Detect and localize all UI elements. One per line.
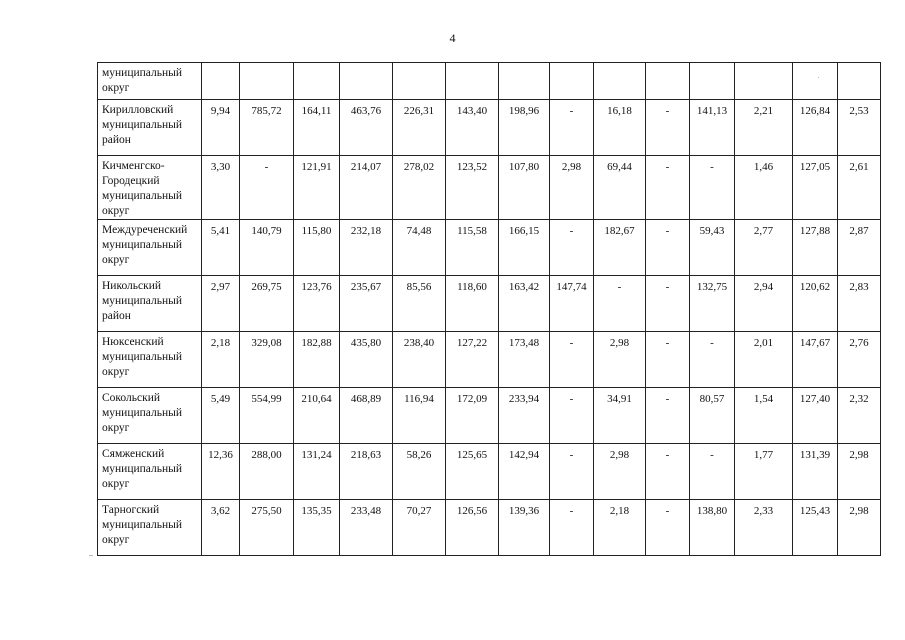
value-cell: 235,67 [340, 276, 393, 332]
value-cell: 70,27 [393, 500, 446, 556]
table-row [98, 220, 881, 276]
value-cell: 139,36 [499, 500, 550, 556]
value-cell: 140,79 [240, 220, 294, 276]
value-cell: 468,89 [340, 388, 393, 444]
value-cell: 131,24 [294, 444, 340, 500]
value-cell: 116,94 [393, 388, 446, 444]
value-cell: 218,63 [340, 444, 393, 500]
table-row [98, 388, 881, 444]
value-cell: 210,64 [294, 388, 340, 444]
value-cell: 164,11 [294, 100, 340, 156]
value-cell: 166,15 [499, 220, 550, 276]
data-table [97, 62, 881, 556]
value-cell: 58,26 [393, 444, 446, 500]
value-cell: - [646, 444, 690, 500]
value-cell: 2,33 [735, 500, 793, 556]
value-cell: 141,13 [690, 100, 735, 156]
value-cell: 120,62 [793, 276, 838, 332]
value-cell: 2,18 [594, 500, 646, 556]
value-cell: 226,31 [393, 100, 446, 156]
value-cell: 275,50 [240, 500, 294, 556]
value-cell: 2,87 [838, 220, 881, 276]
value-cell: 2,32 [838, 388, 881, 444]
value-cell: 69,44 [594, 156, 646, 220]
value-cell: 2,83 [838, 276, 881, 332]
value-cell: 163,42 [499, 276, 550, 332]
value-cell [240, 63, 294, 100]
value-cell: 127,22 [446, 332, 499, 388]
value-cell: 80,57 [690, 388, 735, 444]
scan-mark [818, 77, 819, 78]
table-row [98, 156, 881, 220]
value-cell: 118,60 [446, 276, 499, 332]
value-cell: 2,98 [594, 332, 646, 388]
value-cell: 138,80 [690, 500, 735, 556]
value-cell: - [646, 220, 690, 276]
value-cell [838, 63, 881, 100]
value-cell [393, 63, 446, 100]
value-cell: 232,18 [340, 220, 393, 276]
value-cell: - [646, 388, 690, 444]
value-cell: 173,48 [499, 332, 550, 388]
value-cell: 2,21 [735, 100, 793, 156]
value-cell: 147,67 [793, 332, 838, 388]
value-cell: 172,09 [446, 388, 499, 444]
value-cell: 115,58 [446, 220, 499, 276]
value-cell [550, 63, 594, 100]
value-cell: 126,84 [793, 100, 838, 156]
value-cell: 1,77 [735, 444, 793, 500]
value-cell: 182,67 [594, 220, 646, 276]
value-cell: 132,75 [690, 276, 735, 332]
value-cell: 329,08 [240, 332, 294, 388]
value-cell: 785,72 [240, 100, 294, 156]
value-cell [735, 63, 793, 100]
value-cell: 2,98 [838, 500, 881, 556]
value-cell: 1,46 [735, 156, 793, 220]
value-cell: 85,56 [393, 276, 446, 332]
value-cell: 16,18 [594, 100, 646, 156]
value-cell: 2,61 [838, 156, 881, 220]
value-cell: 5,41 [202, 220, 240, 276]
table-row [98, 500, 881, 556]
value-cell: 198,96 [499, 100, 550, 156]
value-cell: 288,00 [240, 444, 294, 500]
value-cell: 2,98 [550, 156, 594, 220]
value-cell: - [690, 156, 735, 220]
municipality-name-cell: Никольский муниципальный район [98, 276, 202, 332]
value-cell: 2,98 [838, 444, 881, 500]
value-cell: 3,30 [202, 156, 240, 220]
value-cell: 5,49 [202, 388, 240, 444]
municipality-name-cell: Нюксенский муниципальный округ [98, 332, 202, 388]
value-cell: 143,40 [446, 100, 499, 156]
municipality-name-cell: Кичменгско-Городецкий муниципальный округ [98, 156, 202, 220]
value-cell: 182,88 [294, 332, 340, 388]
value-cell: 9,94 [202, 100, 240, 156]
municipality-name-cell: Тарногский муниципальный округ [98, 500, 202, 556]
value-cell: 2,01 [735, 332, 793, 388]
value-cell: 115,80 [294, 220, 340, 276]
value-cell: 125,43 [793, 500, 838, 556]
value-cell: 126,56 [446, 500, 499, 556]
table-row [98, 276, 881, 332]
value-cell: 12,36 [202, 444, 240, 500]
value-cell: 214,07 [340, 156, 393, 220]
value-cell [594, 63, 646, 100]
value-cell [499, 63, 550, 100]
value-cell: 435,80 [340, 332, 393, 388]
value-cell: 554,99 [240, 388, 294, 444]
value-cell: - [240, 156, 294, 220]
value-cell: 2,77 [735, 220, 793, 276]
value-cell: 2,53 [838, 100, 881, 156]
value-cell [202, 63, 240, 100]
value-cell: 123,52 [446, 156, 499, 220]
value-cell: - [550, 220, 594, 276]
municipality-name-cell: Сямженский муниципальный округ [98, 444, 202, 500]
value-cell: 135,35 [294, 500, 340, 556]
value-cell: 147,74 [550, 276, 594, 332]
value-cell: 131,39 [793, 444, 838, 500]
value-cell: 269,75 [240, 276, 294, 332]
table-row [98, 332, 881, 388]
value-cell: 278,02 [393, 156, 446, 220]
value-cell: 59,43 [690, 220, 735, 276]
value-cell: 127,40 [793, 388, 838, 444]
table-row [98, 100, 881, 156]
value-cell: - [646, 500, 690, 556]
value-cell: - [690, 332, 735, 388]
value-cell: 3,62 [202, 500, 240, 556]
municipality-name-cell: Междуреченский муниципальный округ [98, 220, 202, 276]
value-cell [690, 63, 735, 100]
value-cell: 127,05 [793, 156, 838, 220]
value-cell: - [550, 332, 594, 388]
scan-mark [89, 555, 93, 556]
municipality-name-cell: Сокольский муниципальный округ [98, 388, 202, 444]
value-cell: 34,91 [594, 388, 646, 444]
value-cell: - [646, 332, 690, 388]
value-cell: - [594, 276, 646, 332]
value-cell: 2,97 [202, 276, 240, 332]
value-cell [340, 63, 393, 100]
value-cell: 2,76 [838, 332, 881, 388]
value-cell: 2,98 [594, 444, 646, 500]
value-cell: - [550, 100, 594, 156]
value-cell: - [646, 100, 690, 156]
value-cell [793, 63, 838, 100]
value-cell [646, 63, 690, 100]
value-cell: - [550, 500, 594, 556]
value-cell: - [646, 276, 690, 332]
value-cell: 233,48 [340, 500, 393, 556]
value-cell: 2,18 [202, 332, 240, 388]
value-cell: 107,80 [499, 156, 550, 220]
municipality-name-cell: муниципальный округ [98, 63, 202, 100]
value-cell: - [690, 444, 735, 500]
value-cell [446, 63, 499, 100]
municipality-name-cell: Кирилловский муниципальный район [98, 100, 202, 156]
table-row [98, 444, 881, 500]
value-cell: 125,65 [446, 444, 499, 500]
value-cell: 121,91 [294, 156, 340, 220]
value-cell: 1,54 [735, 388, 793, 444]
value-cell: - [550, 388, 594, 444]
table-row [98, 63, 881, 100]
value-cell: 2,94 [735, 276, 793, 332]
value-cell: - [550, 444, 594, 500]
value-cell [294, 63, 340, 100]
value-cell: 74,48 [393, 220, 446, 276]
value-cell: 463,76 [340, 100, 393, 156]
value-cell: - [646, 156, 690, 220]
page-number: 4 [449, 31, 456, 45]
value-cell: 123,76 [294, 276, 340, 332]
value-cell: 238,40 [393, 332, 446, 388]
value-cell: 233,94 [499, 388, 550, 444]
value-cell: 127,88 [793, 220, 838, 276]
value-cell: 142,94 [499, 444, 550, 500]
